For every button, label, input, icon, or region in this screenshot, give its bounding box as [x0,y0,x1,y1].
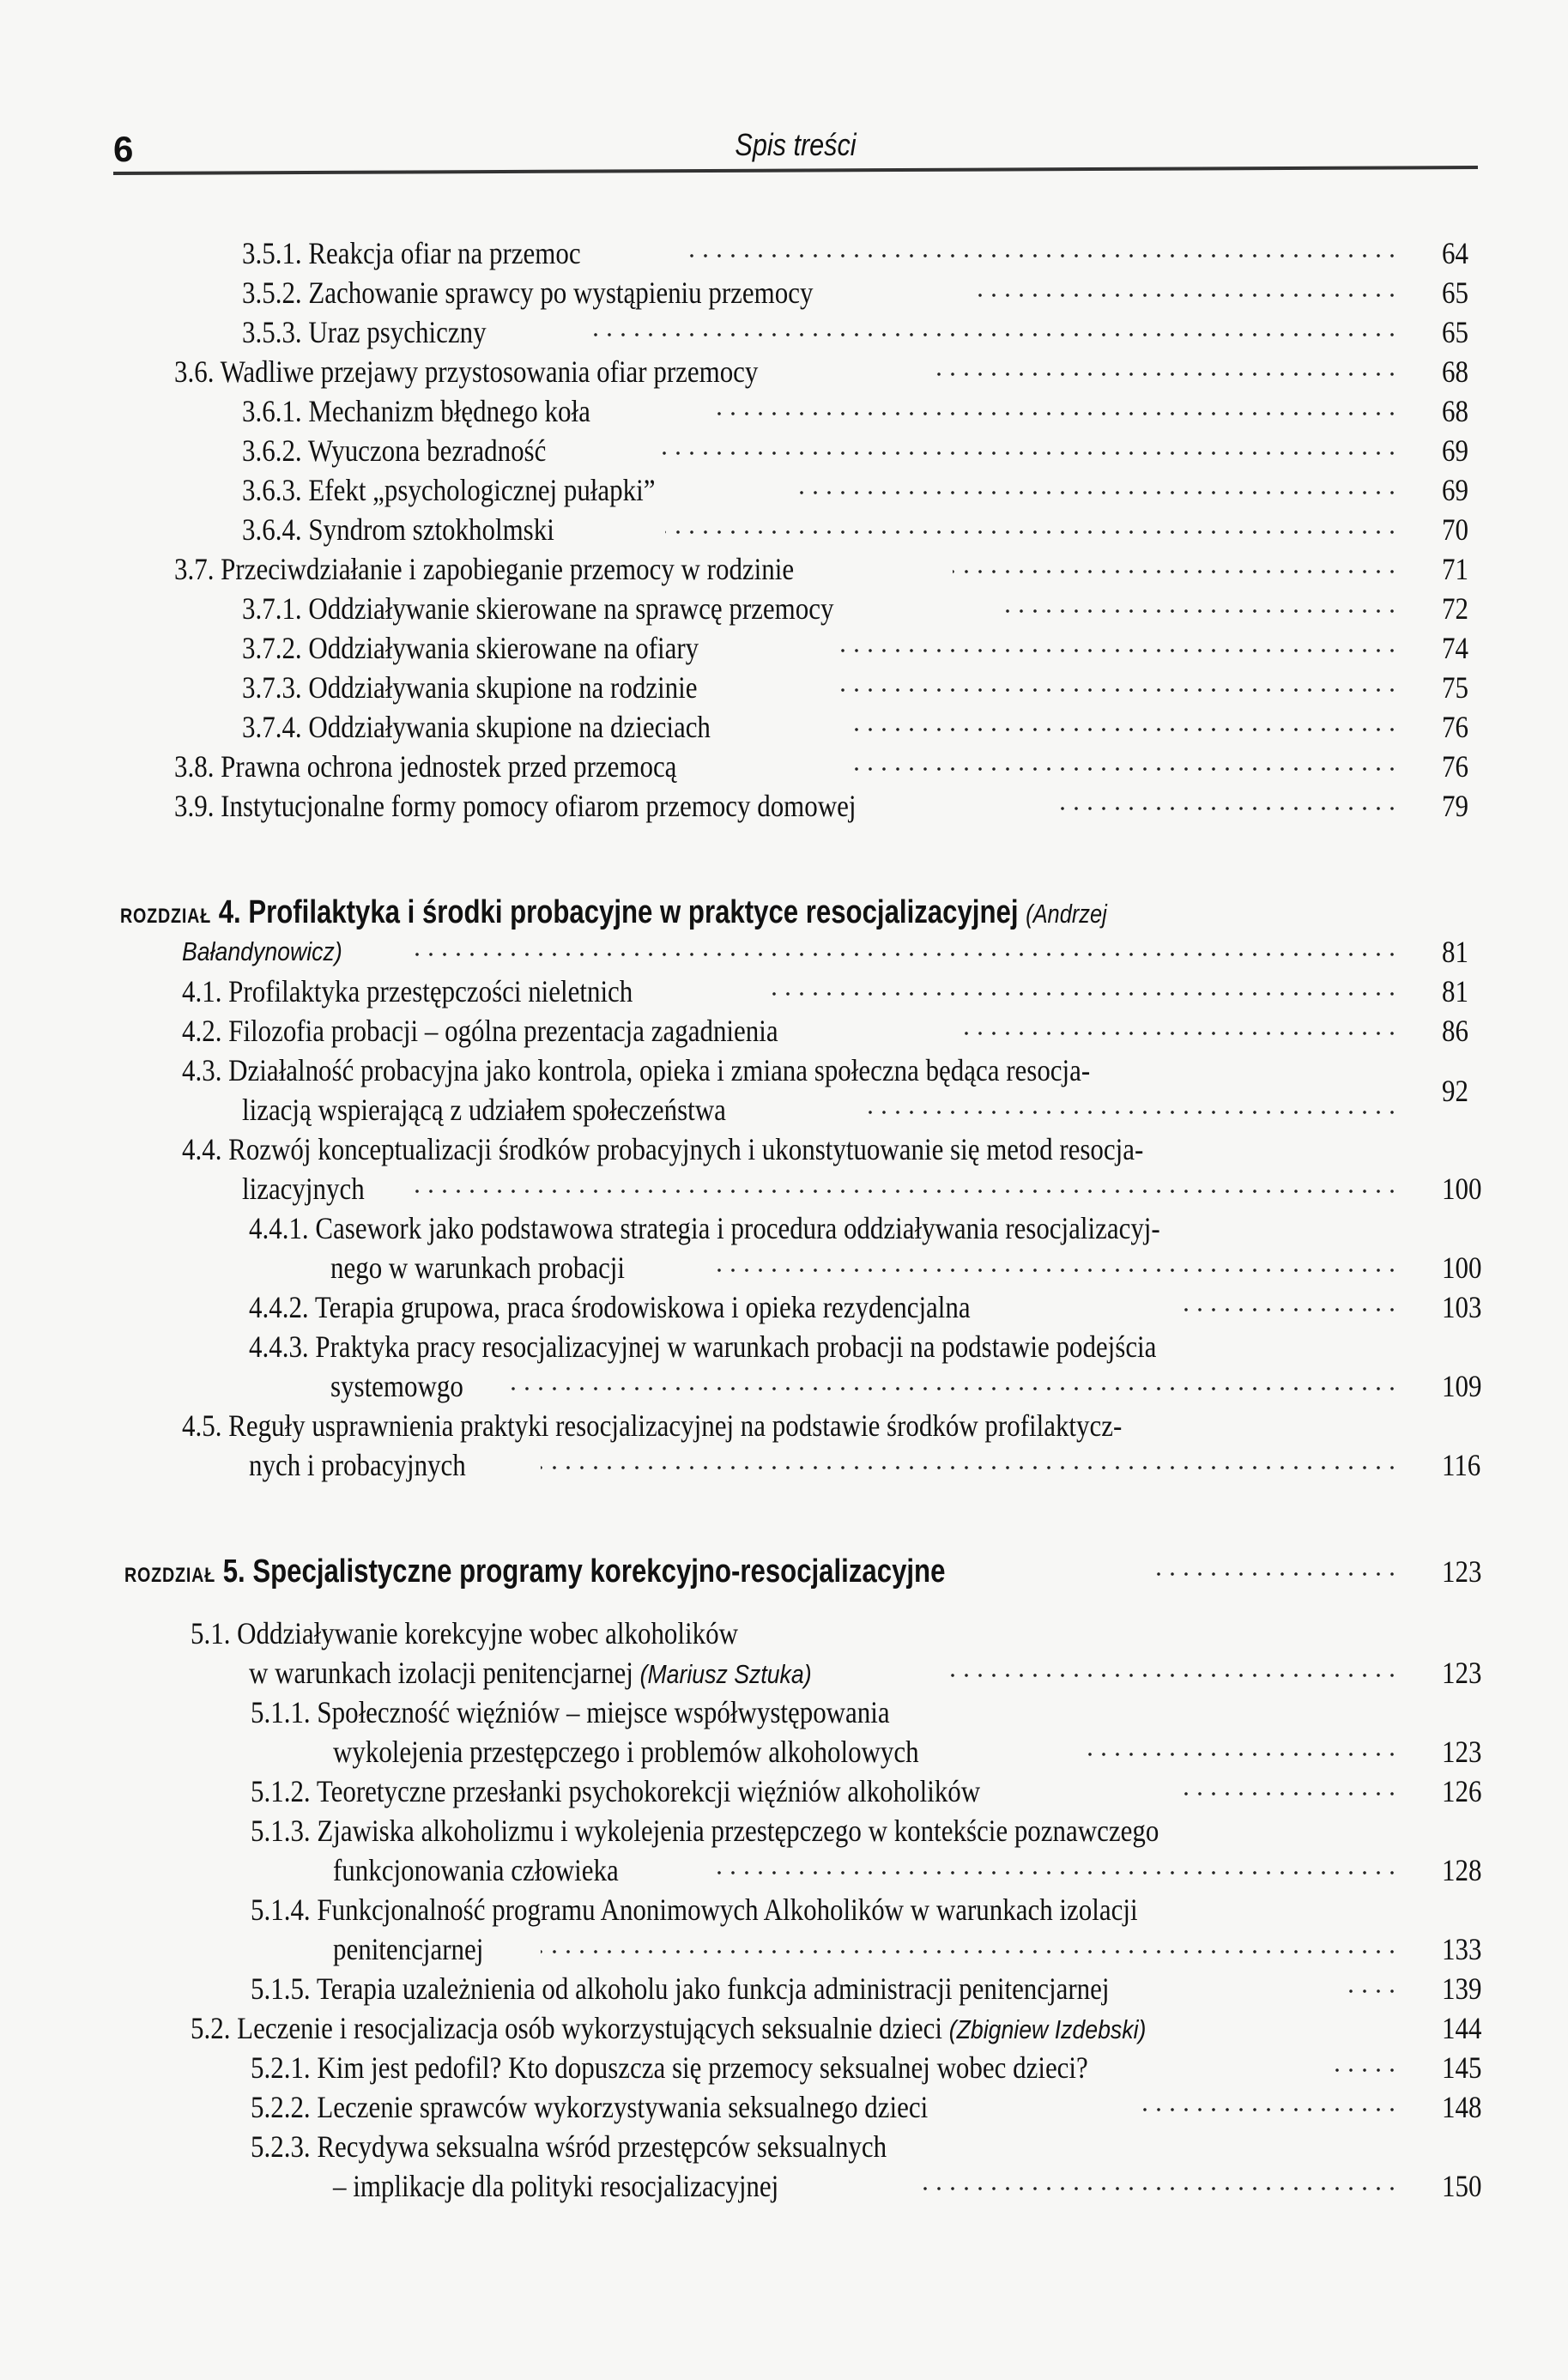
entry-number: 4.5. [182,1408,222,1443]
entry-page: 116 [1442,1448,1481,1482]
entry-title: Zachowanie sprawcy po wystąpieniu przemocy [308,276,814,310]
dot-leader [1004,589,1399,615]
entry-title: Casework jako podstawowa strategia i procedura oddziaływania resocjalizacyj- [315,1211,1160,1245]
entry-number: 3.5.3. [242,315,302,349]
entry-title-cont: systemowgo [330,1369,463,1403]
dot-leader [845,707,1399,733]
dot-leader [412,1169,1399,1195]
entry-page: 74 [1442,631,1468,665]
entry-title: Przeciwdziałanie i zapobieganie przemocy w rodzinie [221,552,795,586]
dot-leader [1184,1771,1399,1797]
dot-leader [1330,2048,1399,2074]
entry-title: Zjawiska alkoholizmu i wykolejenia przestępczego w kontekście poznawczego [317,1814,1159,1848]
entry-title: Praktyka pracy resocjalizacyjnej w warunkach probacji na podstawie podejścia [315,1329,1157,1364]
entry-page: 71 [1442,552,1468,586]
dot-leader [687,233,1399,259]
entry-number: 3.6.2. [242,433,302,468]
page-number: 6 [113,129,134,169]
dot-leader [712,1248,1399,1274]
entry-title: Profilaktyka przestępczości nieletnich [228,974,633,1008]
dot-leader [1339,1969,1399,1995]
running-title: Spis treści [735,127,857,162]
entry-page: 76 [1442,749,1468,784]
entry-page: 100 [1442,1172,1482,1206]
dot-leader [541,1929,1399,1955]
entry-page: 145 [1442,2050,1482,2085]
entry-page: 65 [1442,315,1468,349]
entry-title: Uraz psychiczny [308,315,487,349]
entry-page: 126 [1442,1774,1482,1808]
dot-leader [768,972,1399,997]
dot-leader [712,1850,1399,1876]
entry-page: 68 [1442,394,1468,428]
entry-number: 3.6. [174,354,215,389]
entry-page: 148 [1442,2090,1482,2124]
entry-title: Wyuczona bezradność [307,433,547,468]
entry-title: Recydywa seksualna wśród przestępców seksualnych [317,2129,887,2164]
entry-title: Działalność probacyjna jako kontrola, opieka i zmiana społeczna będąca resocja- [228,1053,1091,1087]
dot-leader [541,1445,1399,1471]
entry-title: Rozwój konceptualizacji środków probacyjnych i ukonstytuowanie się metod resocja- [228,1132,1144,1166]
entry-page: 69 [1442,433,1468,468]
entry-title: Wadliwe przejawy przystosowania ofiar przemocy [220,354,759,389]
dot-leader [1180,1287,1399,1313]
entry-title: Terapia uzależnienia od alkoholu jako funkcja administracji penitencjarnej [316,1971,1110,2006]
entry-number: 5.2.3. [251,2129,311,2164]
chapter-label: ROZDZIAŁ [120,905,212,928]
entry-number: 4.4.3. [249,1329,309,1364]
entry-title-cont: wykolejenia przestępczego i problemów alkoholowych [333,1735,919,1769]
entry-title: Oddziaływanie skierowane na sprawcę przemocy [308,591,834,626]
dot-leader [1081,1732,1399,1758]
entry-title-cont: funkcjonowania człowieka [333,1853,619,1887]
entry-title: Instytucjonalne formy pomocy ofiarom przemocy domowej [221,789,857,823]
entry-title-cont: nego w warunkach probacji [330,1251,626,1285]
dot-leader [1141,2087,1399,2113]
entry-title-cont: lizacją wspierającą z udziałem społeczeństwa [242,1093,726,1127]
entry-title: Oddziaływania skupione na dzieciach [308,710,711,744]
entry-author: (Mariusz Sztuka) [639,1659,812,1689]
entry-number: 5.1.3. [251,1814,311,1848]
entry-number: 5.1.2. [251,1774,311,1808]
entry-title: Społeczność więźniów – miejsce współwystępowania [317,1695,890,1729]
entry-title-cont: penitencjarnej [333,1932,484,1966]
entry-page: 123 [1442,1656,1482,1690]
chapter-author-cont: Bałandynowicz) [182,936,342,966]
dot-leader [970,273,1399,299]
entry-page: 79 [1442,789,1468,823]
entry-title: Reguły usprawnienia praktyki resocjalizacyjnej na podstawie środków profilaktycz- [228,1408,1123,1443]
entry-page: 68 [1442,354,1468,389]
entry-number: 5.2.2. [251,2090,311,2124]
dot-leader [837,668,1399,693]
dot-leader [665,510,1399,536]
entry-number: 5.1.1. [251,1695,311,1729]
entry-title: Kim jest pedofil? Kto dopuszcza się przemocy seksualnej wobec dzieci? [317,2050,1088,2085]
entry-title-cont: nych i probacyjnych [249,1448,466,1482]
dot-leader [506,1366,1399,1392]
dot-leader [1051,786,1399,812]
entry-page: 133 [1442,1932,1482,1966]
entry-title: Mechanizm błędnego koła [308,394,590,428]
dot-leader [845,747,1399,772]
dot-leader [794,470,1399,496]
dot-leader [657,431,1399,457]
entry-title: Oddziaływania skierowane na ofiary [308,631,699,665]
entry-number: 3.6.3. [242,473,302,507]
entry-number: 5.1.5. [251,1971,311,2006]
entry-title: Filozofia probacji – ogólna prezentacja zagadnienia [228,1014,778,1048]
entry-page: 69 [1442,473,1468,507]
dot-leader [867,1090,1399,1116]
entry-number: 4.2. [182,1014,222,1048]
chapter-author: (Andrzej [1026,899,1107,929]
entry-page: 81 [1442,974,1468,1008]
dot-leader [944,1653,1399,1679]
dot-leader [837,628,1399,654]
entry-page: 100 [1442,1251,1482,1285]
entry-page: 123 [1442,1554,1482,1589]
entry-title: Terapia grupowa, praca środowiskowa i opieka rezydencjalna [314,1290,971,1324]
entry-number: 3.7.1. [242,591,302,626]
entry-page: 92 [1442,1074,1468,1108]
entry-number: 3.7.2. [242,631,302,665]
entry-number: 5.1. [191,1616,231,1650]
entry-page: 72 [1442,591,1468,626]
dot-leader [412,932,1399,958]
chapter-label: ROZDZIAŁ [124,1564,216,1587]
entry-title: Leczenie sprawców wykorzystywania seksualnego dzieci [317,2090,929,2124]
entry-page: 150 [1442,2169,1482,2203]
entry-page: 65 [1442,276,1468,310]
entry-page: 144 [1442,2011,1482,2045]
entry-number: 3.5.1. [242,236,302,270]
entry-page: 123 [1442,1735,1482,1769]
entry-title: Reakcja ofiar na przemoc [308,236,581,270]
entry-page: 64 [1442,236,1468,270]
entry-page: 81 [1442,935,1468,969]
dot-leader [708,391,1399,417]
entry-page: 86 [1442,1014,1468,1048]
entry-number: 4.4.1. [249,1211,309,1245]
entry-title: Oddziaływanie korekcyjne wobec alkoholików [237,1616,738,1650]
entry-number: 4.4.2. [249,1290,309,1324]
dot-leader [1154,1552,1399,1578]
entry-number: 5.2.1. [251,2050,311,2085]
entry-number: 3.6.4. [242,512,302,547]
entry-page: 76 [1442,710,1468,744]
entry-number: 3.7.3. [242,670,302,705]
entry-number: 3.8. [174,749,215,784]
dot-leader [953,549,1399,575]
entry-title: Funkcjonalność programu Anonimowych Alkoholików w warunkach izolacji [317,1892,1138,1927]
entry-title: Leczenie i resocjalizacja osób wykorzystujących seksualnie dzieci [237,2011,942,2045]
entry-number: 3.6.1. [242,394,302,428]
entry-title: Efekt „psychologicznej pułapki” [308,473,656,507]
dot-leader [935,352,1399,378]
entry-title: Syndrom sztokholmski [308,512,554,547]
entry-number: 3.7.4. [242,710,302,744]
entry-number: 3.9. [174,789,215,823]
entry-page: 128 [1442,1853,1482,1887]
entry-title: Oddziaływania skupione na rodzinie [308,670,698,705]
entry-title: Prawna ochrona jednostek przed przemocą [221,749,677,784]
entry-number: 3.5.2. [242,276,302,310]
entry-number: 4.1. [182,974,222,1008]
entry-page: 139 [1442,1971,1482,2006]
chapter-title: 4. Profilaktyka i środki probacyjne w praktyce resocjalizacyjnej [218,894,1019,930]
entry-page: 75 [1442,670,1468,705]
entry-page: 103 [1442,1290,1482,1324]
entry-number: 5.2. [191,2011,231,2045]
entry-number: 4.4. [182,1132,222,1166]
entry-number: 5.1.4. [251,1892,311,1927]
entry-title: Teoretyczne przesłanki psychokorekcji więźniów alkoholików [316,1774,981,1808]
dot-leader [923,2166,1399,2192]
entry-title-cont: – implikacje dla polityki resocjalizacyjnej [333,2169,779,2203]
chapter-title: 5. Specjalistyczne programy korekcyjno-resocjalizacyjne [222,1553,946,1590]
entry-page: 109 [1442,1369,1482,1403]
entry-page: 70 [1442,512,1468,547]
entry-title-cont: w warunkach izolacji penitencjarnej [249,1656,633,1690]
dot-leader [584,312,1399,338]
entry-number: 4.3. [182,1053,222,1087]
entry-title-cont: lizacyjnych [242,1172,365,1206]
entry-number: 3.7. [174,552,215,586]
entry-author: (Zbigniew Izdebski) [948,2014,1147,2044]
dot-leader [961,1011,1399,1037]
